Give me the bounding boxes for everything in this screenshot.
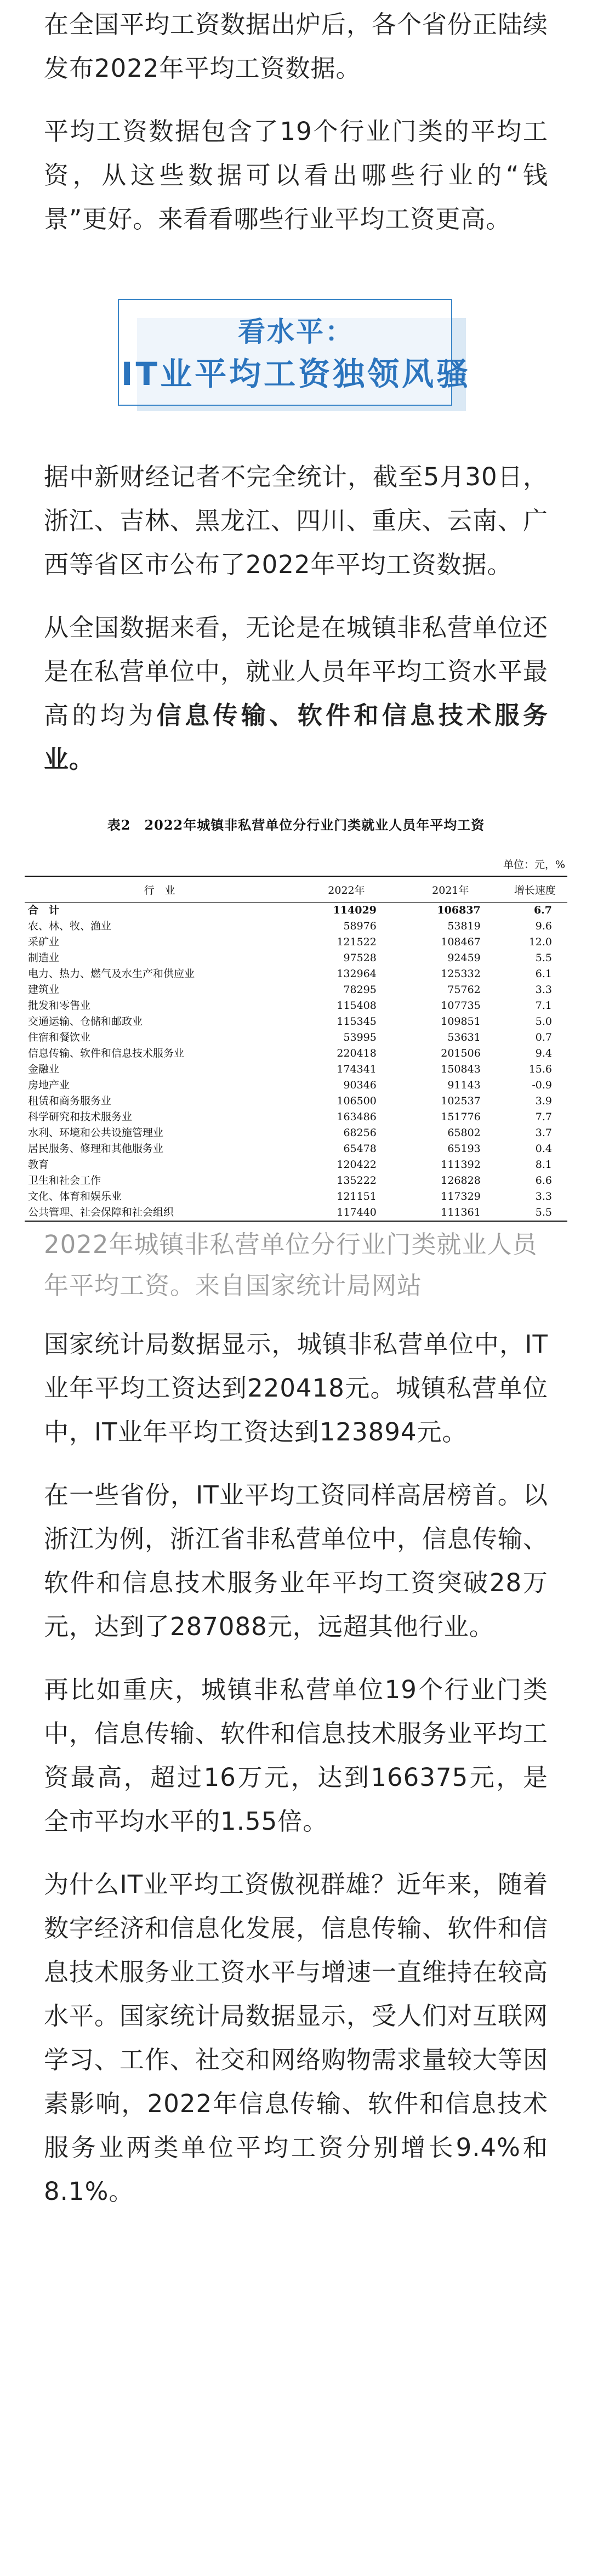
row-industry-cell: 制造业 bbox=[28, 952, 60, 964]
row-2022-cell: 106500 bbox=[337, 1095, 377, 1107]
row-2022-cell: 58976 bbox=[343, 920, 377, 932]
row-2021-cell: 102537 bbox=[441, 1095, 481, 1107]
row-2021-cell: 65193 bbox=[447, 1143, 481, 1155]
header-growth: 增长速度 bbox=[503, 876, 567, 903]
table-body bbox=[25, 903, 567, 1222]
heading-title: IT业平均工资独领风骚 bbox=[121, 355, 471, 393]
row-industry-cell: 房地产业 bbox=[28, 1079, 70, 1091]
row-2022-cell: 132964 bbox=[337, 968, 377, 980]
row-2021-cell: 109851 bbox=[441, 1015, 481, 1028]
row-growth-cell: 5.0 bbox=[535, 1015, 552, 1028]
row-industry-cell: 水利、环境和公共设施管理业 bbox=[28, 1127, 164, 1139]
row-2022-cell: 115345 bbox=[337, 1015, 377, 1028]
table-row bbox=[25, 1125, 567, 1141]
row-industry-cell: 交通运输、仓储和邮政业 bbox=[28, 1015, 143, 1028]
row-industry-cell: 租赁和商务服务业 bbox=[28, 1095, 112, 1107]
row-industry-cell: 教育 bbox=[28, 1159, 49, 1171]
wage-table bbox=[25, 876, 567, 1222]
paragraph-national-data bbox=[44, 606, 548, 781]
heading-kicker: 看水平： bbox=[238, 316, 354, 348]
row-2021-cell: 126828 bbox=[441, 1174, 481, 1187]
row-2022-cell: 65478 bbox=[343, 1143, 377, 1155]
row-growth-cell: 8.1 bbox=[535, 1159, 552, 1171]
table-row bbox=[25, 903, 567, 919]
row-2021-cell: 125332 bbox=[441, 968, 481, 980]
row-2022-cell: 117440 bbox=[294, 1205, 399, 1221]
row-2021-cell: 92459 bbox=[447, 952, 481, 964]
row-growth-cell: 5.5 bbox=[535, 952, 552, 964]
row-2021-cell: 75762 bbox=[447, 984, 481, 996]
paragraph-it-wage: 国家统计局数据显示，城镇非私营单位中，IT业年平均工资达到220418元。城镇私营单位中，IT业年平均工资达到123894元。 bbox=[44, 1330, 548, 1446]
table-header-row bbox=[25, 876, 567, 903]
paragraph-normal-text: 从全国数据来看，无论是在城镇非私营单位还是在私营单位中，就业人员年平均工资水平最高的均为 bbox=[44, 613, 549, 730]
table-row bbox=[25, 918, 567, 934]
row-2022-cell: 78295 bbox=[343, 984, 377, 996]
row-2022-cell: 163486 bbox=[337, 1111, 377, 1123]
row-2021-cell: 91143 bbox=[447, 1079, 481, 1091]
row-industry-cell: 科学研究和技术服务业 bbox=[28, 1111, 133, 1123]
table-row bbox=[25, 1109, 567, 1125]
row-2021-cell: 117329 bbox=[441, 1190, 481, 1202]
paragraph-why-it: 为什么IT业平均工资傲视群雄？近年来，随着数字经济和信息化发展，信息传输、软件和信息技术服务业工资水平与增速一直维持在较高水平。国家统计局数据显示，受人们对互联网学习、工作、社交和网络购物需求量较大等因素影响，2022年信息传输、软件和信息技术服务业两类单位平均工资分别增长9.4%和8.1%。 bbox=[44, 1870, 549, 2206]
header-industry: 行 业 bbox=[25, 876, 294, 903]
row-2022-cell: 120422 bbox=[337, 1159, 377, 1171]
row-growth-cell: 3.3 bbox=[535, 1190, 552, 1202]
header-2021: 2021年 bbox=[399, 876, 503, 903]
row-industry-cell: 合 计 bbox=[28, 904, 60, 916]
row-2022-cell: 97528 bbox=[343, 952, 377, 964]
row-industry-cell: 金融业 bbox=[28, 1063, 60, 1075]
row-growth-cell: 15.6 bbox=[528, 1063, 552, 1075]
row-2022-cell: 68256 bbox=[343, 1127, 377, 1139]
table-row bbox=[25, 1077, 567, 1093]
table-row bbox=[25, 950, 567, 966]
row-2022-cell: 114029 bbox=[333, 904, 377, 916]
paragraph-chongqing: 再比如重庆，城镇非私营单位19个行业门类中，信息传输、软件和信息技术服务业平均工资最高，超过16万元，达到166375元，是全市平均水平的1.55倍。 bbox=[44, 1675, 549, 1836]
row-growth-cell: -0.9 bbox=[532, 1079, 552, 1091]
row-growth-cell: 6.7 bbox=[533, 904, 552, 916]
row-growth-cell: 12.0 bbox=[528, 936, 552, 948]
row-growth-cell: 0.7 bbox=[535, 1031, 552, 1043]
row-growth-cell: 9.6 bbox=[535, 920, 552, 932]
header-2022: 2022年 bbox=[294, 876, 399, 903]
table-row bbox=[25, 1030, 567, 1046]
table-unit: 单位：元，% bbox=[503, 859, 565, 871]
row-industry-cell: 卫生和社会工作 bbox=[28, 1174, 101, 1187]
paragraph-bold-text: 信息传输、软件和信息技术服务业。 bbox=[44, 701, 548, 774]
table-row bbox=[25, 934, 567, 950]
row-2021-cell: 107735 bbox=[441, 1000, 481, 1012]
row-industry-cell: 采矿业 bbox=[28, 936, 60, 948]
intro-paragraph-1: 在全国平均工资数据出炉后，各个省份正陆续发布2022年平均工资数据。 bbox=[44, 10, 549, 83]
row-growth-cell: 3.3 bbox=[535, 984, 552, 996]
paragraph-statistics-source: 据中新财经记者不完全统计，截至5月30日，浙江、吉林、黑龙江、四川、重庆、云南、广西等省区市公布了2022年平均工资数据。 bbox=[44, 462, 549, 579]
row-industry-cell: 农、林、牧、渔业 bbox=[28, 920, 112, 932]
row-industry-cell: 公共管理、社会保障和社会组织 bbox=[25, 1205, 294, 1221]
row-2021-cell: 150843 bbox=[441, 1063, 481, 1075]
row-growth-cell: 9.4 bbox=[535, 1047, 552, 1059]
row-2021-cell: 106837 bbox=[437, 904, 481, 916]
table-caption: 2022年城镇非私营单位分行业门类就业人员年平均工资。来自国家统计局网站 bbox=[44, 1230, 538, 1300]
row-industry-cell: 居民服务、修理和其他服务业 bbox=[28, 1143, 164, 1155]
row-2021-cell: 53819 bbox=[447, 920, 481, 932]
row-growth-cell: 6.6 bbox=[535, 1174, 552, 1187]
table-row bbox=[25, 1141, 567, 1157]
table-row bbox=[25, 1062, 567, 1077]
table-row bbox=[25, 1046, 567, 1062]
row-2022-cell: 220418 bbox=[337, 1047, 377, 1059]
table-row bbox=[25, 1157, 567, 1173]
table-row bbox=[25, 1014, 567, 1030]
row-2022-cell: 90346 bbox=[343, 1079, 377, 1091]
row-2022-cell: 135222 bbox=[337, 1174, 377, 1187]
row-2021-cell: 111392 bbox=[441, 1159, 481, 1171]
row-growth-cell: 3.9 bbox=[535, 1095, 552, 1107]
table-title: 表2 2022年城镇非私营单位分行业门类就业人员年平均工资 bbox=[107, 817, 485, 833]
row-2021-cell: 111361 bbox=[399, 1205, 503, 1221]
table-row bbox=[25, 1205, 567, 1221]
row-industry-cell: 批发和零售业 bbox=[28, 1000, 91, 1012]
row-growth-cell: 3.7 bbox=[535, 1127, 552, 1139]
row-growth-cell: 0.4 bbox=[535, 1143, 552, 1155]
row-2021-cell: 65802 bbox=[447, 1127, 481, 1139]
wage-table-figure bbox=[25, 814, 567, 1222]
row-industry-cell: 文化、体育和娱乐业 bbox=[28, 1190, 122, 1202]
table-row bbox=[25, 966, 567, 982]
table-row bbox=[25, 982, 567, 998]
row-growth-cell: 6.1 bbox=[535, 968, 552, 980]
row-2022-cell: 115408 bbox=[337, 1000, 377, 1012]
intro-paragraph-2: 平均工资数据包含了19个行业门类的平均工资，从这些数据可以看出哪些行业的“钱景”更好。来看看哪些行业平均工资更高。 bbox=[44, 117, 548, 234]
row-growth-cell: 7.1 bbox=[535, 1000, 552, 1012]
row-industry-cell: 建筑业 bbox=[28, 984, 60, 996]
row-industry-cell: 信息传输、软件和信息技术服务业 bbox=[28, 1047, 185, 1059]
row-2022-cell: 174341 bbox=[337, 1063, 377, 1075]
table-row bbox=[25, 1173, 567, 1189]
row-2022-cell: 121151 bbox=[337, 1190, 377, 1202]
row-industry-cell: 电力、热力、燃气及水生产和供应业 bbox=[28, 968, 195, 980]
row-2021-cell: 108467 bbox=[441, 936, 481, 948]
table-row bbox=[25, 1189, 567, 1205]
row-industry-cell: 住宿和餐饮业 bbox=[28, 1031, 91, 1043]
table-row bbox=[25, 1093, 567, 1109]
paragraph-zhejiang: 在一些省份，IT业平均工资同样高居榜首。以浙江为例，浙江省非私营单位中，信息传输、软件和信息技术服务业年平均工资突破28万元，达到了287088元，远超其他行业。 bbox=[44, 1480, 549, 1641]
row-2021-cell: 151776 bbox=[441, 1111, 481, 1123]
table-row bbox=[25, 998, 567, 1014]
section-heading bbox=[118, 285, 474, 422]
row-2022-cell: 121522 bbox=[337, 936, 377, 948]
row-2021-cell: 53631 bbox=[447, 1031, 481, 1043]
row-2022-cell: 53995 bbox=[343, 1031, 377, 1043]
row-growth-cell: 5.5 bbox=[503, 1205, 567, 1221]
row-growth-cell: 7.7 bbox=[535, 1111, 552, 1123]
row-2021-cell: 201506 bbox=[441, 1047, 481, 1059]
